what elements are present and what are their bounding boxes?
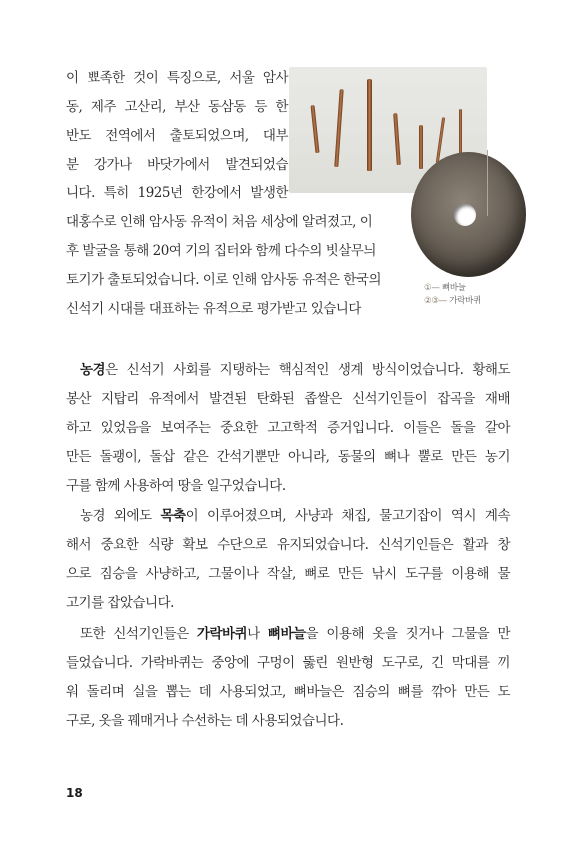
body-text-line: 구로, 옷을 꿰매거나 수선하는 데 사용되었습니다. xyxy=(66,713,344,729)
body-text-line: 으로 짐승을 사냥하고, 그물이나 작살, 뼈로 만든 낚시 도구를 이용해 물 xyxy=(66,566,510,582)
keyword-spindle-whorl: 가락바퀴 xyxy=(196,626,248,642)
body-text-line: 만든 돌괭이, 돌삽 같은 간석기뿐만 아니라, 동물의 뼈나 뿔로 만든 농기 xyxy=(66,449,510,465)
caption-guide-line xyxy=(487,150,488,216)
bone-needle-image xyxy=(459,109,462,157)
keyword-bone-needle: 뼈바늘 xyxy=(267,626,306,642)
body-text-line: 반도 전역에서 출토되었으며, 대부 xyxy=(66,128,288,144)
body-text-line: 봉산 지탑리 유적에서 발견된 탄화된 좁쌀은 신석기인들이 잡곡을 재배 xyxy=(66,391,510,407)
body-text-line: 대홍수로 인해 암사동 유적이 처음 세상에 알려졌고, 이 xyxy=(66,214,373,230)
caption-label: 가락바퀴 xyxy=(449,296,481,306)
body-text-line: 후 발굴을 통해 20여 기의 집터와 함께 다수의 빗살무늬 xyxy=(66,243,376,259)
keyword-farming: 농경 xyxy=(80,362,106,378)
caption-marker: ①— xyxy=(424,283,440,293)
bone-needle-image xyxy=(393,113,401,165)
body-text-line: 들었습니다. 가락바퀴는 중앙에 구멍이 뚫린 원반형 도구로, 긴 막대를 끼 xyxy=(66,655,510,671)
caption-label: 뼈바늘 xyxy=(441,283,466,293)
caption-bone-needle xyxy=(424,281,466,293)
body-text-line: 해서 중요한 식량 확보 수단으로 유지되었습니다. 신석기인들은 활과 창 xyxy=(66,537,510,553)
body-text-line: 이 뾰족한 것이 특징으로, 서울 암사 xyxy=(66,70,288,86)
body-text-fragment: 나 xyxy=(247,626,268,642)
body-text-fragment: 농경 외에도 xyxy=(80,508,161,524)
body-text-line: 분 강가나 바닷가에서 발견되었습 xyxy=(66,157,288,173)
body-text-fragment: 또한 신석기인들은 xyxy=(80,626,197,642)
body-text-line: 토기가 출토되었습니다. 이로 인해 암사동 유적은 한국의 xyxy=(66,272,381,288)
body-text-fragment: 이 이루어졌으며, 사냥과 채집, 물고기잡이 역시 계속 xyxy=(185,508,510,524)
page-number: 18 xyxy=(66,786,83,800)
spindle-whorl-hole xyxy=(454,204,476,226)
bone-needle-image xyxy=(367,79,372,171)
caption-marker: ②③— xyxy=(424,296,447,306)
body-text-line: 하고 있었음을 보여주는 중요한 고고학적 증거입니다. 이들은 돌을 갈아 xyxy=(66,420,510,436)
body-text-line: 니다. 특히 1925년 한강에서 발생한 xyxy=(66,185,288,201)
body-text-line: 동, 제주 고산리, 부산 동삼동 등 한 xyxy=(66,99,288,115)
body-text-line xyxy=(80,360,510,380)
keyword-livestock: 목축 xyxy=(160,508,186,524)
body-text-line xyxy=(80,506,510,526)
body-text-line xyxy=(80,624,510,644)
caption-spindle-whorl xyxy=(424,294,481,306)
bone-needle-image xyxy=(334,89,343,167)
body-text-line: 워 돌리며 실을 뽑는 데 사용되었고, 뼈바늘은 짐승의 뼈를 깎아 만든 도 xyxy=(66,684,510,700)
spindle-whorl-photo xyxy=(411,152,526,277)
body-text-fragment: 은 신석기 사회를 지탱하는 핵심적인 생계 방식이었습니다. 황해도 xyxy=(105,362,510,378)
bone-needle-image xyxy=(311,105,320,153)
body-text-line: 고기를 잡았습니다. xyxy=(66,595,174,611)
body-text-fragment: 을 이용해 옷을 짓거나 그물을 만 xyxy=(305,626,510,642)
body-text-line: 신석기 시대를 대표하는 유적으로 평가받고 있습니다 xyxy=(66,301,361,317)
body-text-line: 구를 함께 사용하여 땅을 일구었습니다. xyxy=(66,478,286,494)
